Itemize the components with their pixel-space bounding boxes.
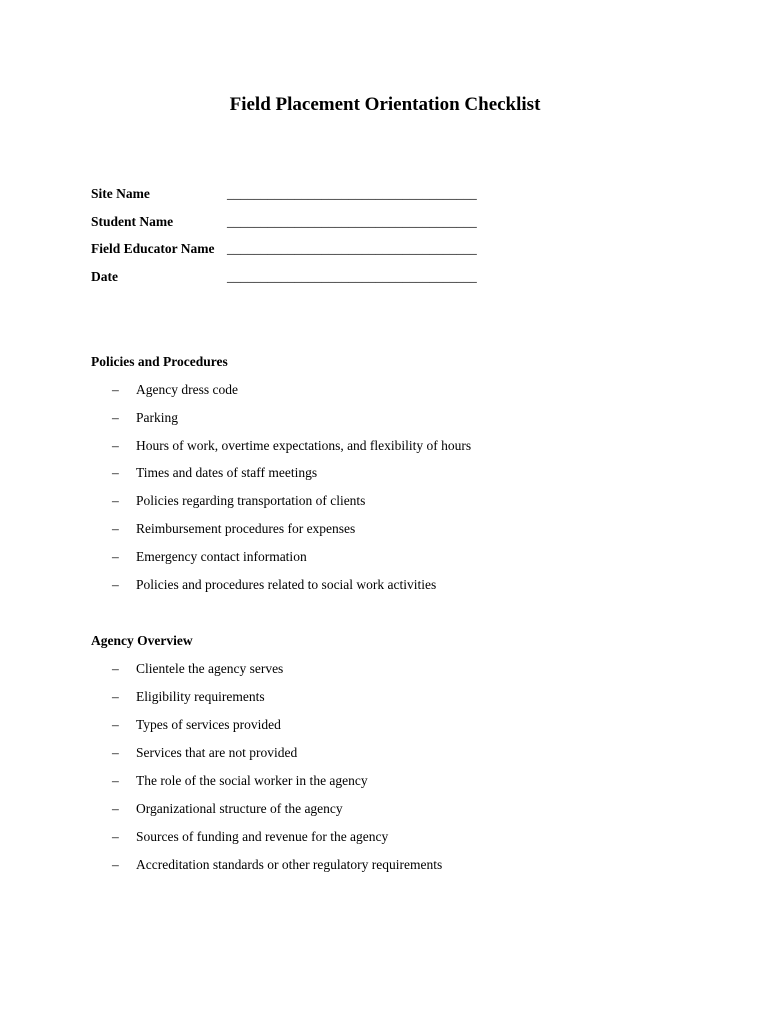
dash-bullet: – bbox=[112, 829, 119, 844]
list-item-text: Eligibility requirements bbox=[136, 689, 265, 704]
list-item-text: Hours of work, overtime expectations, and flexibility of hours bbox=[136, 438, 472, 453]
dash-bullet: – bbox=[112, 521, 119, 536]
list-item-text: Reimbursement procedures for expenses bbox=[136, 521, 356, 536]
field-label: Student Name bbox=[91, 214, 174, 229]
dash-bullet: – bbox=[112, 689, 119, 704]
list-item-text: Services that are not provided bbox=[136, 745, 298, 760]
list-item-text: Parking bbox=[136, 410, 178, 425]
dash-bullet: – bbox=[112, 717, 119, 732]
dash-bullet: – bbox=[112, 773, 119, 788]
dash-bullet: – bbox=[112, 857, 119, 872]
field-blank-line: _____________________________________ bbox=[227, 269, 477, 284]
field-blank-line: _____________________________________ bbox=[227, 241, 477, 256]
dash-bullet: – bbox=[112, 577, 119, 592]
list-item-text: Policies and procedures related to social work activities bbox=[136, 577, 437, 592]
dash-bullet: – bbox=[112, 465, 119, 480]
dash-bullet: – bbox=[112, 745, 119, 760]
dash-bullet: – bbox=[112, 549, 119, 564]
field-blank-line: _____________________________________ bbox=[227, 186, 477, 201]
list-item-text: Types of services provided bbox=[136, 717, 281, 732]
field-blank-line: _____________________________________ bbox=[227, 214, 477, 229]
dash-bullet: – bbox=[112, 410, 119, 425]
dash-bullet: – bbox=[112, 382, 119, 397]
field-label: Field Educator Name bbox=[91, 241, 215, 256]
document-title: Field Placement Orientation Checklist bbox=[229, 94, 541, 115]
list-item-text: Organizational structure of the agency bbox=[136, 801, 343, 816]
list-item-text: Clientele the agency serves bbox=[136, 661, 284, 676]
dash-bullet: – bbox=[112, 438, 119, 453]
dash-bullet: – bbox=[112, 661, 119, 676]
list-item-text: The role of the social worker in the agency bbox=[136, 773, 368, 788]
dash-bullet: – bbox=[112, 493, 119, 508]
list-item-text: Emergency contact information bbox=[136, 549, 307, 564]
list-item-text: Sources of funding and revenue for the agency bbox=[136, 829, 389, 844]
field-label: Date bbox=[91, 269, 118, 284]
section-heading-policies: Policies and Procedures bbox=[91, 354, 228, 369]
list-item-text: Times and dates of staff meetings bbox=[136, 465, 318, 480]
section-heading-agency-overview: Agency Overview bbox=[91, 633, 193, 648]
list-item-text: Agency dress code bbox=[136, 382, 238, 397]
list-item-text: Accreditation standards or other regulatory requirements bbox=[136, 857, 443, 872]
dash-bullet: – bbox=[112, 801, 119, 816]
list-item-text: Policies regarding transportation of clients bbox=[136, 493, 366, 508]
field-label: Site Name bbox=[91, 186, 150, 201]
